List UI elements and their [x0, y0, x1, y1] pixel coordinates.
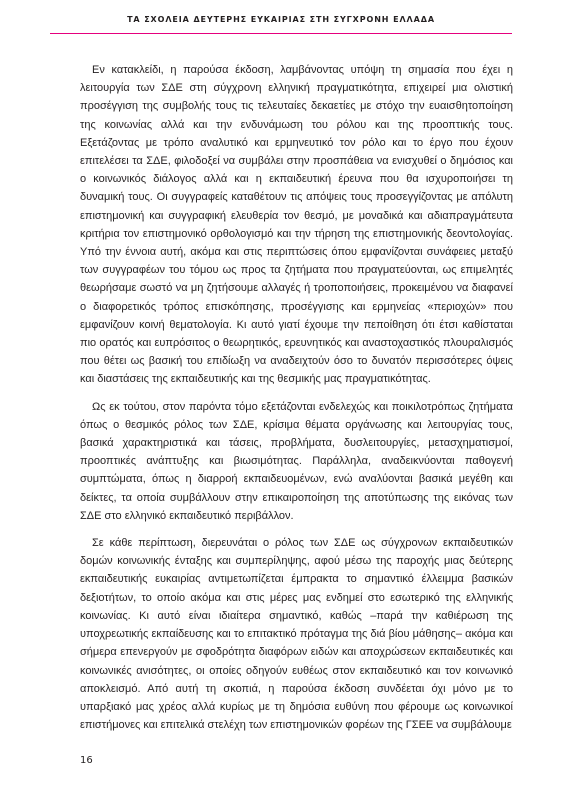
paragraph-1: Εν κατακλείδι, η παρούσα έκδοση, λαμβάνοντας υπόψη τη σημασία που έχει η λειτουργία των ΣΔΕ στη σύγχρονη ελληνική πραγματικότητα, επιχειρεί μια ολιστική προσέγγιση της συμβολής τους τις τελευταίες δεκαετίες με στόχο την ευαισθητοποίηση της κοινωνίας αλλά και την ενδυνάμωση του ρόλου και της προοπτικής τους. Εξετάζοντας με τρόπο αναλυτικό και ερμηνευτικό τον ρόλο και το έργο που έχουν επιτελέσει τα ΣΔΕ, φιλοδοξεί να συμβάλει στην προσπάθεια να ενισχυθεί ο δημόσιος και ο κοινωνικός διάλογος αλλά και η εκπαιδευτική έρευνα που θα ισχυροποιήσει τη δυναμική τους. Οι συγγραφείς καταθέτουν τις απόψεις τους προσεγγίζοντας με απόλυτη επιστημονική και συγγραφική ελευθερία τον θεσμό, με μοναδικά και αδιαπραγμάτευτα κριτήρια τον επιστημονικό ορθολογισμό και την τήρηση της επιστημονικής δεοντολογίας. Υπό την έννοια αυτή, ακόμα και στις περιπτώσεις όπου εμφανίζονται συνάφειες μεταξύ των συγγραφέων του τόμου ως προς τα ζητήματα που πραγματεύονται, ως επιμελητές θεωρήσαμε σωστό να μη ζητήσουμε αλλαγές ή τροποποιήσεις, προκειμένου να διαφανεί ο διαφορετικός τρόπος επισκόπησης, προσέγγισης και ερμηνείας «περιοχών» που εμφανίζουν κοινή θεματολογία. Κι αυτό γιατί έχουμε την πεποίθηση ότι έτσι καθίσταται πιο ορατός και ευπρόσιτος ο θεωρητικός, ερευνητικός και αναστοχαστικός πλουραλισμός που θέτει ως βασική του επιδίωξη να αναδειχτούν όσο το δυνατόν περισσότερες όψεις και διαστάσεις της εκπαιδευτικής και της θεσμικής μας πραγματικότητας. [80, 64, 513, 386]
page-number: 16 [80, 755, 93, 766]
paragraph-3: Σε κάθε περίπτωση, διερευνάται ο ρόλος των ΣΔΕ ως σύγχρονων εκπαιδευτικών δομών κοινωνικής ένταξης και συμπερίληψης, αφού μέσω της παροχής μιας δεύτερης εκπαιδευτικής ευκαιρίας αντιμετωπίζεται έμπρακτα το σημαντικό έλλειμμα βασικών δεξιοτήτων, το οποίο ακόμα και στις μέρες μας ενδημεί στο εσωτερικό της ελληνικής κοινωνίας. Κι αυτό είναι ιδιαίτερα σημαντικό, καθώς –παρά την καθιέρωση της υποχρεωτικής εκπαίδευσης και το επιτακτικό πρόταγμα της διά βίου μάθησης– ακόμα και σήμερα επενεργούν με σφοδρότητα διαφόρων ειδών και αποχρώσεων εκπαιδευτικές και κοινωνικές ανισότητες, οι οποίες οδηγούν ευθέως στον εκπαιδευτικό και τον κοινωνικό αποκλεισμό. Από αυτή τη σκοπιά, η παρούσα έκδοση συνδέεται όχι μόνο με το υπαρξιακό μας χρέος αλλά κυρίως με τη δημόσια ευθύνη που φέρουμε ως κοινωνικοί επιστήμονες και επιτελικά στελέχη των επιστημονικών φορέων της ΓΣΕΕ να συμβάλουμε [80, 537, 513, 732]
running-header: ΤΑ ΣΧΟΛΕΙΑ ΔΕΥΤΕΡΗΣ ΕΥΚΑΙΡΙΑΣ ΣΤΗ ΣΥΓΧΡΟΝΗ ΕΛΛΑΔΑ [127, 15, 435, 24]
header-rule [50, 33, 512, 34]
paragraph-2: Ως εκ τούτου, στον παρόντα τόμο εξετάζονται ενδελεχώς και ποικιλοτρόπως ζητήματα όπως ο θεσμικός ρόλος των ΣΔΕ, κρίσιμα θέματα οργάνωσης και λειτουργίας τους, βασικά χαρακτηριστικά και τάσεις, προβλήματα, δυσλειτουργίες, μετασχηματισμοί, προοπτικές ανάπτυξης και βιωσιμότητας. Παράλληλα, αναδεικνύονται παθογενή συμπτώματα, όπως η διαρροή εκπαιδευομένων, ενώ αναλύονται βασικά μεγέθη και δείκτες, τα οποία συμβάλλουν στην επικαιροποίηση της αποτύπωσης της εικόνας των ΣΔΕ στο ελληνικό εκπαιδευτικό περιβάλλον. [80, 400, 513, 522]
body-text [80, 61, 513, 743]
